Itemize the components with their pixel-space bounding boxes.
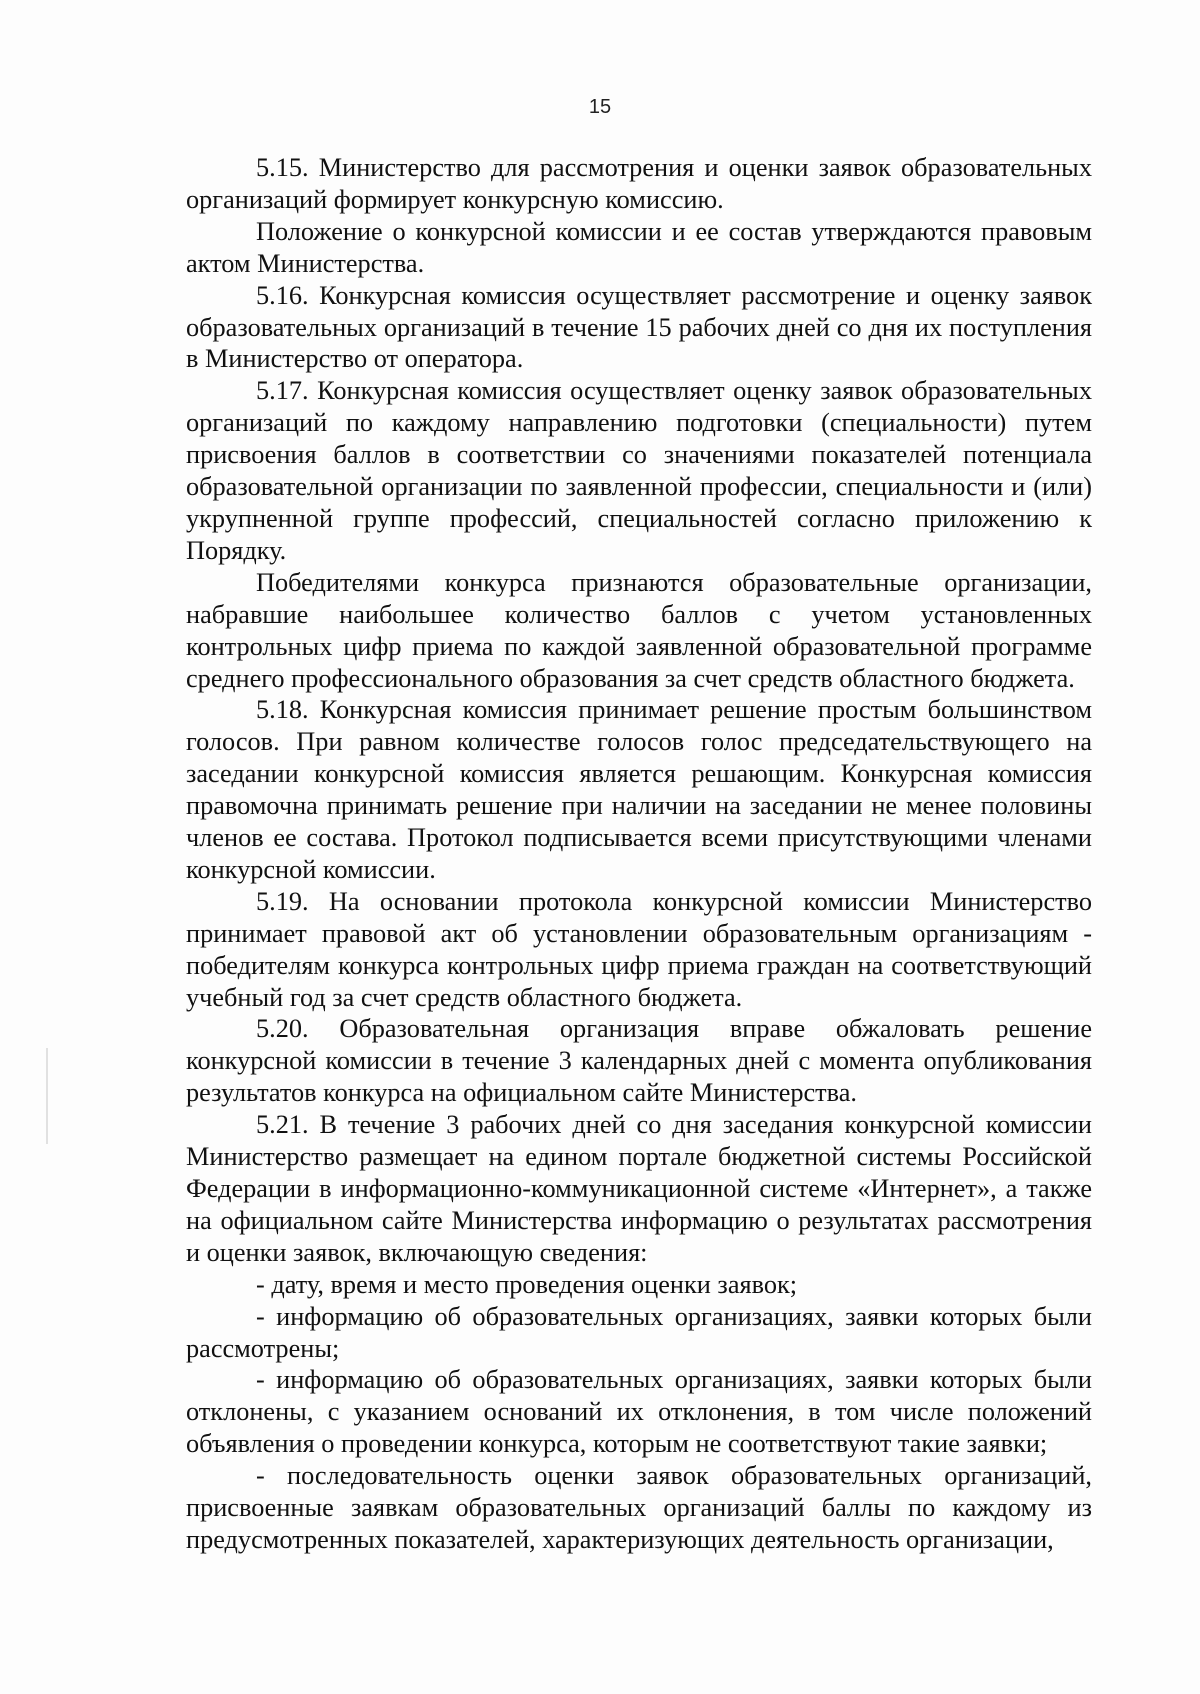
list-item-rejected-applications: - информацию об образовательных организациях, заявки которых были отклонены, с указанием оснований их отклонения, в том числе положений объявления о проведении конкурса, которым не соответствуют такие заявки;	[186, 1365, 1092, 1459]
paragraph-5-17: 5.17. Конкурсная комиссия осуществляет оценку заявок образовательных организаций по каждому направлению подготовки (специальности) путем присвоения баллов в соответствии со значениями показателей потенциала образовательной организации по заявленной профессии, специальности и (или) укрупненной группе профессий, специальностей согласно приложению к Порядку.	[186, 376, 1092, 565]
list-item-date-time-place: - дату, время и место проведения оценки заявок;	[256, 1269, 798, 1299]
page-number: 15	[588, 96, 612, 118]
paragraph-winners: Победителями конкурса признаются образовательные организации, набравшие наибольшее количество баллов с учетом установленных контрольных цифр приема по каждой заявленной образовательной программе среднего профессионального образования за счет средств областного бюджета.	[186, 567, 1092, 693]
scan-margin-mark	[46, 1048, 48, 1144]
paragraph-5-16: 5.16. Конкурсная комиссия осуществляет рассмотрение и оценку заявок образовательных организаций в течение 15 рабочих дней со дня их поступления в Министерство от оператора.	[186, 280, 1092, 374]
paragraph-5-20: 5.20. Образовательная организация вправе обжаловать решение конкурсной комиссии в течение 3 календарных дней с момента опубликования результатов конкурса на официальном сайте Министерства.	[186, 1014, 1092, 1108]
paragraph-5-19: 5.19. На основании протокола конкурсной комиссии Министерство принимает правовой акт об установлении образовательным организациям - победителям конкурса контрольных цифр приема граждан на соответствующий учебный год за счет средств областного бюджета.	[186, 886, 1092, 1012]
paragraph-5-21: 5.21. В течение 3 рабочих дней со дня заседания конкурсной комиссии Министерство размещает на едином портале бюджетной системы Российской Федерации в информационно-коммуникационной системе «Интернет», а также на официальном сайте Министерства информацию о результатах рассмотрения и оценки заявок, включающую сведения:	[186, 1110, 1092, 1267]
paragraph-5-18: 5.18. Конкурсная комиссия принимает решение простым большинством голосов. При равном количестве голосов голос председательствующего на заседании конкурсной комиссия является решающим. Конкурсная комиссия правомочна принимать решение при наличии на заседании не менее половины членов ее состава. Протокол подписывается всеми присутствующими членами конкурсной комиссии.	[186, 695, 1092, 884]
list-item-evaluation-sequence: - последовательность оценки заявок образовательных организаций, присвоенные заявкам образовательных организаций баллы по каждому из предусмотренных показателей, характеризующих деятельность организации,	[186, 1461, 1092, 1554]
paragraph-5-15: 5.15. Министерство для рассмотрения и оценки заявок образовательных организаций формирует конкурсную комиссию.	[186, 153, 1092, 214]
list-item-reviewed-applications: - информацию об образовательных организациях, заявки которых были рассмотрены;	[186, 1301, 1092, 1363]
document-body	[186, 152, 1092, 1556]
paragraph-commission-regulation: Положение о конкурсной комиссии и ее состав утверждаются правовым актом Министерства.	[186, 216, 1092, 278]
